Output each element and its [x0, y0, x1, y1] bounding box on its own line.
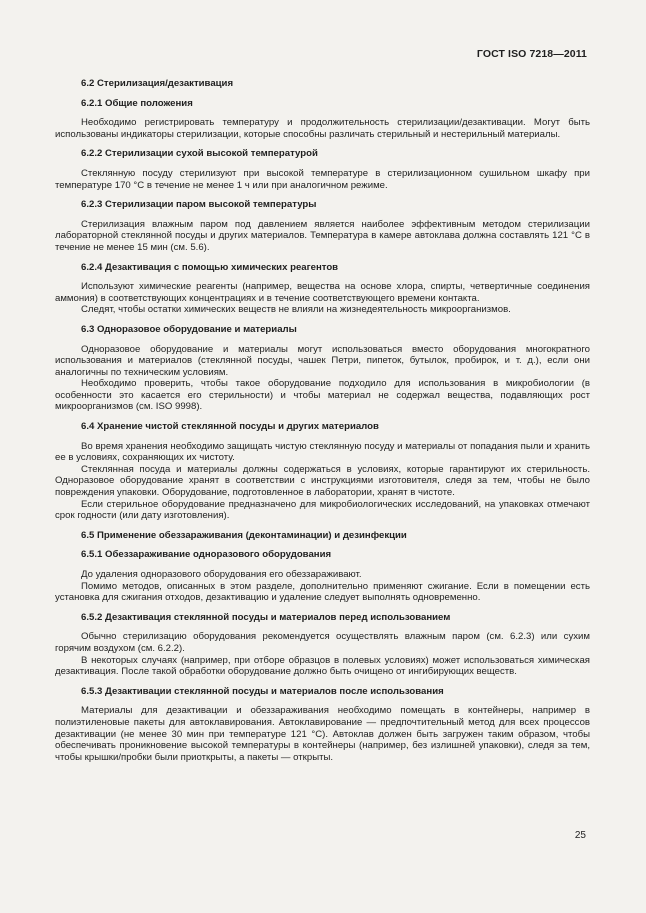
section-heading: 6.2 Стерилизация/дезактивация — [81, 78, 234, 89]
paragraph: Помимо методов, описанных в этом разделе, дополнительно применяют сжигание. Если в помещении есть установка для сжигания отходов, дезактивацию и удаление следует выполнять одновременно. — [55, 580, 590, 604]
section-heading: 6.3 Одноразовое оборудование и материалы — [81, 323, 297, 335]
paragraph: Следят, чтобы остатки химических веществ не влияли на жизнедеятельность микроорганизмов. — [81, 304, 511, 316]
paragraph: Если стерильное оборудование предназначено для микробиологических исследований, на упаковках отмечают срок годности (или дату изготовления). — [55, 498, 590, 522]
paragraph: Необходимо регистрировать температуру и продолжительность стерилизации/дезактивации. Могут быть использованы индикаторы стерилизации, которые способны различать стерильный и нестерильный материалы. — [55, 117, 590, 140]
subsection-heading: 6.2.4 Дезактивация с помощью химических реагентов — [81, 261, 339, 273]
paragraph: Стеклянную посуду стерилизуют при высокой температуре в стерилизационном сушильном шкафу при температуре 170 °С в течение не менее 1 ч или при аналогичном режиме. — [55, 167, 590, 191]
paragraph: В некоторых случаях (например, при отборе образцов в полевых условиях) может использоваться химическая дезактивация. После такой обработки оборудование должно быть очищено от ингибирующих веществ. — [55, 654, 590, 678]
subsection-heading: 6.2.2 Стерилизации сухой высокой температурой — [81, 148, 318, 160]
paragraph: Материалы для дезактивации и обеззараживания необходимо помещать в контейнеры, например в полиэтиленовые пакеты для автоклавирования. Автоклавирование — предпочтительный метод для всех процессов дезактивации (не менее 30 мин при температуре 121 °С). Автоклав должен быть загружен таким образом, чтобы обеспечивать проникновение высокой температуры в контейнеры (например, без излишней упаковки), следя за тем, чтобы крышки/пробки были приоткрыты, а пакеты — открыты. — [55, 705, 590, 763]
paragraph: Стеклянная посуда и материалы должны содержаться в условиях, которые гарантируют их стерильность. Одноразовое оборудование хранят в соответствии с инструкциями изготовителя, следя за тем, чтобы не было повреждения упаковки. Оборудование, подготовленное в лаборатории, хранят в чистоте. — [55, 463, 590, 499]
subsection-heading: 6.5.2 Дезактивация стеклянной посуды и материалов перед использованием — [81, 611, 451, 623]
standard-identifier: ГОСТ ISO 7218—2011 — [476, 48, 587, 60]
paragraph: Используют химические реагенты (например, вещества на основе хлора, спирты, четвертичные соединения аммония) в соответствующих концентрациях и в течение соответствующего времени контакта. — [55, 281, 590, 304]
subsection-heading: 6.2.3 Стерилизации паром высокой температуры — [81, 199, 317, 211]
section-heading: 6.5 Применение обеззараживания (деконтаминации) и дезинфекции — [81, 529, 407, 541]
page-number: 25 — [574, 830, 586, 841]
paragraph: Стерилизация влажным паром под давлением является наиболее эффективным методом стерилизации лабораторной стеклянной посуды и других материалов. Температура в камере автоклава должна составлять 121 °С в течение не менее 15 мин (см. 5.6). — [55, 218, 590, 253]
subsection-heading: 6.2.1 Общие положения — [81, 97, 193, 109]
paragraph: Во время хранения необходимо защищать чистую стеклянную посуду и материалы от попадания пыли и хранить ее в условиях, сохраняющих их чистоту. — [55, 440, 590, 464]
subsection-heading: 6.5.3 Дезактивации стеклянной посуды и материалов после использования — [81, 685, 444, 697]
subsection-heading: 6.5.1 Обеззараживание одноразового оборудования — [81, 549, 332, 561]
document-body — [55, 78, 590, 763]
paragraph: Одноразовое оборудование и материалы могут использоваться вместо оборудования многократного использования и материалов (стеклянной посуды, чашек Петри, пипеток, бутылок, пробирок, и т. д.), если они аналогичны по техническим условиям. — [55, 343, 590, 378]
paragraph: Обычно стерилизацию оборудования рекомендуется осуществлять влажным паром (см. 6.2.3) или сухим горячим воздухом (см. 6.2.2). — [55, 631, 590, 654]
paragraph: Необходимо проверить, чтобы такое оборудование подходило для использования в микробиологии (в особенности это касается его стерильности) и чтобы материал не содержал вещества, подавляющих рост микроорганизмов (см. ISO 9998). — [55, 378, 590, 413]
paragraph: До удаления одноразового оборудования его обеззараживают. — [81, 569, 362, 580]
section-heading: 6.4 Хранение чистой стеклянной посуды и других материалов — [81, 421, 379, 433]
